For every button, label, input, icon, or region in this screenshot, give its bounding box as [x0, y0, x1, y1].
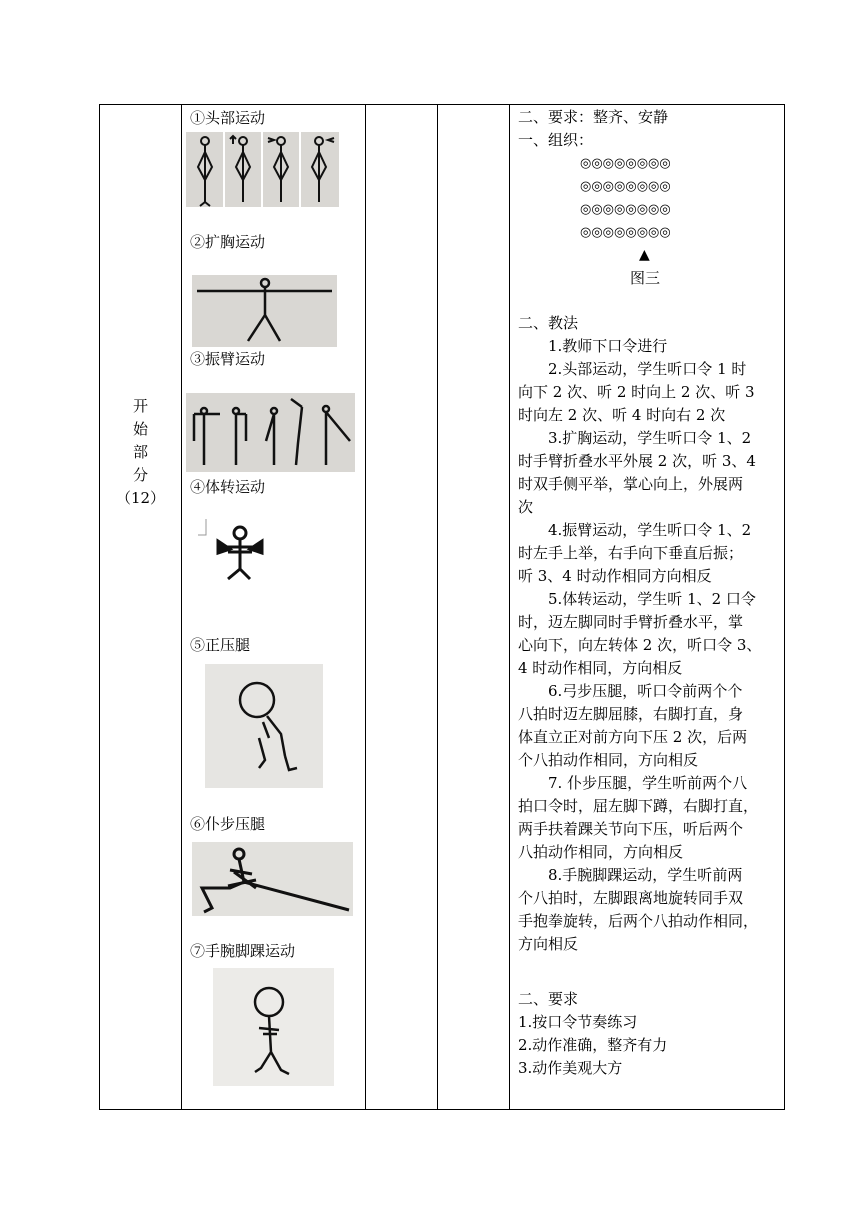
column-divider [365, 105, 366, 1109]
exercise-label: ⑤正压腿 [190, 636, 251, 654]
exercise-label: ④体转运动 [190, 478, 266, 496]
column-divider [181, 105, 182, 1109]
method-line: 体直立正对前方向下压 2 次，后两 [518, 728, 748, 746]
method-line: 4.振臂运动，学生听口令 1、2 [548, 521, 752, 539]
method-line: 7. 仆步压腿，学生听前两个八 [548, 774, 748, 792]
exercise-label: ①头部运动 [190, 109, 266, 127]
exercise-label: ⑦手腕脚踝运动 [190, 942, 296, 960]
column-divider [509, 105, 510, 1109]
section-char: 部 [132, 443, 148, 461]
body-turn-image [198, 519, 280, 587]
method-line: 个八拍动作相同，方向相反 [518, 751, 699, 769]
section-duration: （12） [115, 489, 166, 507]
exercise-label: ③振臂运动 [190, 350, 266, 368]
exercise-label: ⑥仆步压腿 [190, 815, 266, 833]
method-line: 6.弓步压腿，听口令前两个个 [548, 682, 743, 700]
section-char: 分 [132, 466, 148, 484]
leg-press-image [205, 664, 323, 788]
method-line: 3.扩胸运动，学生听口令 1、2 [548, 429, 752, 447]
crouch-leg-press-image [192, 842, 353, 916]
method-line: 时，迈左脚同时手臂折叠水平，掌 [518, 613, 744, 631]
exercise-label: ②扩胸运动 [190, 233, 266, 251]
formation-row: ◎◎◎◎◎◎◎◎ [580, 225, 671, 240]
method-line: 次 [518, 498, 534, 516]
method-line: 1.教师下口令进行 [548, 337, 668, 355]
method-line: 两手扶着踝关节向下压，听后两个 [518, 820, 744, 838]
formation-row: ◎◎◎◎◎◎◎◎ [580, 179, 671, 194]
method-line: 时向左 2 次、听 4 时向右 2 次 [518, 406, 726, 424]
column-divider [437, 105, 438, 1109]
method-line: 时双手侧平举，掌心向上，外展两 [518, 475, 744, 493]
formation-row: ◎◎◎◎◎◎◎◎ [580, 156, 671, 171]
section-char: 始 [132, 420, 148, 438]
head-exercise-image [186, 132, 339, 207]
requirements-heading: 二、要求 [518, 990, 579, 1008]
figure-caption: 图三 [630, 269, 661, 287]
method-heading: 二、教法 [518, 314, 579, 332]
section-char: 开 [132, 397, 148, 415]
method-line: 听 3、4 时动作相同方向相反 [518, 567, 712, 585]
requirement-item: 1.按口令节奏练习 [518, 1013, 638, 1031]
method-line: 5.体转运动，学生听 1、2 口令 [548, 590, 756, 608]
method-line: 8.手腕脚踝运动，学生听前两 [548, 866, 743, 884]
method-line: 手抱拳旋转，后两个八拍动作相同， [518, 912, 759, 930]
method-line: 个八拍时，左脚跟离地旋转同手双 [518, 889, 744, 907]
method-line: 4 时动作相同，方向相反 [518, 659, 683, 677]
method-line: 拍口令时，屈左脚下蹲，右脚打直， [518, 797, 759, 815]
organization-heading: 一、组织： [518, 131, 594, 149]
lesson-table [99, 104, 785, 1110]
requirement-heading: 二、要求：整齐、安静 [518, 108, 669, 126]
method-line: 时手臂折叠水平外展 2 次，听 3、4 [518, 452, 756, 470]
method-line: 时左手上举，右手向下垂直后振； [518, 544, 744, 562]
method-line: 向下 2 次、听 2 时向上 2 次、听 3 [518, 383, 755, 401]
method-line: 2.头部运动，学生听口令 1 时 [548, 360, 747, 378]
section-label [100, 395, 181, 510]
teacher-position-marker: ▲ [639, 247, 650, 263]
arm-swing-image [186, 393, 355, 472]
method-line: 八拍时迈左脚屈膝，右脚打直，身 [518, 705, 744, 723]
method-line: 八拍动作相同，方向相反 [518, 843, 684, 861]
chest-exercise-image [192, 275, 337, 347]
requirement-item: 2.动作准确，整齐有力 [518, 1036, 668, 1054]
method-line: 方向相反 [518, 935, 579, 953]
formation-row: ◎◎◎◎◎◎◎◎ [580, 202, 671, 217]
requirement-item: 3.动作美观大方 [518, 1059, 623, 1077]
wrist-ankle-image [213, 968, 334, 1086]
method-line: 心向下，向左转体 2 次，听口令 3、 [518, 636, 762, 654]
